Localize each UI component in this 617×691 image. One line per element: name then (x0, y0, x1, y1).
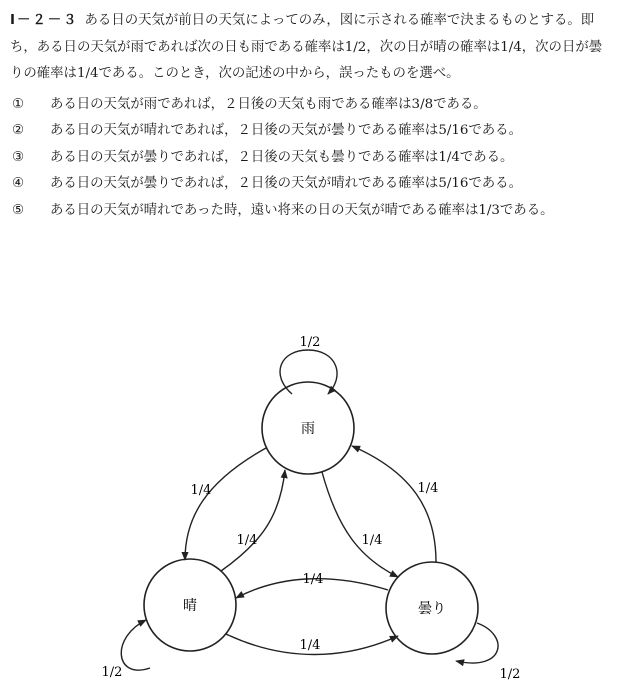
option-1-text: ある日の天気が雨であれば，２日後の天気も雨である確率は3/8である。 (50, 96, 487, 112)
option-5-mark: ⑤ (12, 202, 25, 218)
label-rain-cloudy: 1/4 (361, 533, 383, 548)
label-cloudy-sunny: 1/4 (302, 572, 324, 587)
option-3-text: ある日の天気が曇りであれば，２日後の天気も曇りである確率は1/4である。 (50, 149, 514, 165)
state-sunny-label: 晴 (183, 598, 197, 614)
problem-text: ある日の天気が前日の天気によってのみ，図に示される確率で決まるものとする。即ち，ある日の天気が雨であれば次の日も雨である確率は1/2，次の日が晴の確率は1/4，次の日が曇りの確率は1/4である。このとき，次の記述の中から，誤ったものを選べ。 (10, 13, 603, 81)
option-2-text: ある日の天気が晴れであれば，２日後の天気が曇りである確率は5/16である。 (50, 123, 522, 138)
option-1 (10, 92, 610, 119)
problem-statement (10, 8, 610, 88)
option-2 (10, 118, 610, 145)
option-4 (10, 171, 610, 198)
markov-diagram (0, 320, 617, 691)
label-sunny-cloudy: 1/4 (299, 638, 321, 653)
state-rain-label: 雨 (301, 421, 315, 437)
edge-sunny-rain (221, 470, 285, 571)
option-3-mark: ③ (12, 149, 25, 165)
problem-block (10, 8, 610, 224)
option-1-mark: ① (12, 96, 25, 112)
edge-sunny-sunny (121, 620, 150, 670)
option-2-mark: ② (12, 123, 25, 138)
label-rain-sunny: 1/4 (190, 483, 212, 498)
label-sunny-sunny: 1/2 (101, 665, 123, 680)
option-5-text: ある日の天気が晴れであった時，遠い将来の日の天気が晴である確率は1/3である。 (50, 202, 554, 218)
label-cloudy-cloudy: 1/2 (499, 667, 521, 682)
option-3 (10, 145, 610, 172)
problem-id: Ⅰ－２－３ (10, 13, 79, 28)
option-5 (10, 198, 610, 225)
label-rain-rain: 1/2 (299, 335, 321, 350)
state-cloudy-label: 曇り (418, 601, 446, 617)
label-cloudy-rain: 1/4 (417, 481, 439, 496)
edge-rain-cloudy (322, 472, 398, 577)
option-4-text: ある日の天気が曇りであれば，２日後の天気が晴れである確率は5/16である。 (50, 176, 522, 191)
option-4-mark: ④ (12, 176, 25, 191)
label-sunny-rain: 1/4 (236, 533, 258, 548)
option-list (10, 92, 610, 225)
